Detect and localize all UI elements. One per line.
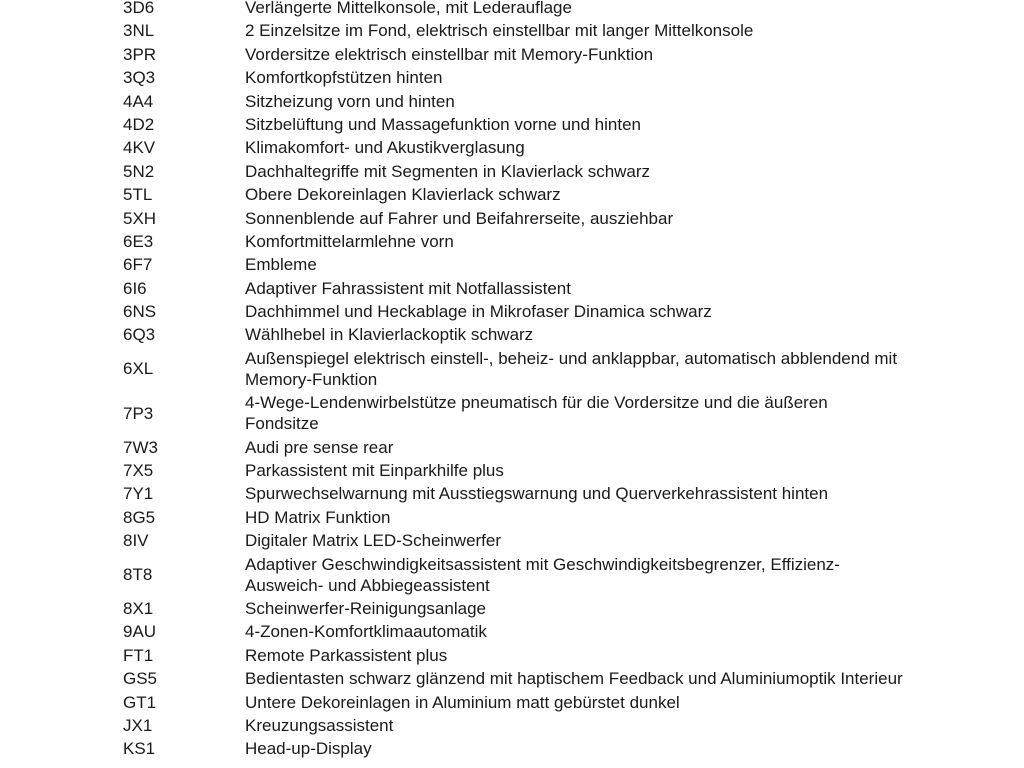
- option-description: Klimakomfort- und Akustikverglasung: [245, 138, 525, 158]
- option-code: KS1: [123, 739, 156, 759]
- option-description: Vordersitze elektrisch einstellbar mit Memory-Funktion: [245, 44, 654, 64]
- table-row: [123, 324, 1024, 345]
- option-code: 4A4: [123, 91, 154, 111]
- option-description: Parkassistent mit Einparkhilfe plus: [245, 461, 504, 481]
- option-description: Sonnenblende auf Fahrer und Beifahrerseite, ausziehbar: [245, 208, 674, 228]
- option-code: JX1: [123, 715, 153, 735]
- option-description: Außenspiegel elektrisch einstell-, beheiz- und anklappbar, automatisch abblendend mit Memory-Funktion: [245, 348, 898, 389]
- table-row: [123, 460, 1024, 481]
- option-description: Spurwechselwarnung mit Ausstiegswarnung und Querverkehrassistent hinten: [245, 484, 829, 504]
- option-code: 6XL: [123, 359, 154, 379]
- table-row: [123, 278, 1024, 299]
- table-row: [123, 668, 1024, 689]
- option-description: HD Matrix Funktion: [245, 507, 391, 527]
- option-code: 4KV: [123, 138, 156, 158]
- table-row: [123, 114, 1024, 135]
- option-code: 6Q3: [123, 325, 156, 345]
- table-row: [123, 348, 1024, 390]
- table-row: [123, 437, 1024, 458]
- table-row: [123, 161, 1024, 182]
- table-row: [123, 91, 1024, 112]
- option-code: 8G5: [123, 507, 156, 527]
- table-row: [123, 44, 1024, 65]
- option-description: Scheinwerfer-Reinigungsanlage: [245, 598, 486, 618]
- option-code: FT1: [123, 645, 154, 665]
- table-row: [123, 621, 1024, 642]
- option-description: 4-Zonen-Komfortklimaautomatik: [245, 622, 487, 642]
- table-row: [123, 254, 1024, 275]
- option-description: Sitzheizung vorn und hinten: [245, 91, 455, 111]
- option-code: GT1: [123, 692, 157, 712]
- table-row: [123, 20, 1024, 41]
- option-code: 5TL: [123, 185, 153, 205]
- table-row: [123, 554, 1024, 596]
- option-code: 4D2: [123, 114, 155, 134]
- option-description: Verlängerte Mittelkonsole, mit Lederauflage: [245, 0, 572, 17]
- option-code: 6F7: [123, 255, 153, 275]
- option-description: Audi pre sense rear: [245, 437, 394, 457]
- option-description: Adaptiver Fahrassistent mit Notfallassistent: [245, 278, 571, 298]
- option-description: Adaptiver Geschwindigkeitsassistent mit Geschwindigkeitsbegrenzer, Effizienz- Ausweich- und Abbiegeassistent: [245, 554, 840, 595]
- option-description: Untere Dekoreinlagen in Aluminium matt gebürstet dunkel: [245, 692, 680, 712]
- table-row: [123, 530, 1024, 551]
- option-description: Kreuzungsassistent: [245, 715, 394, 735]
- option-code: 7X5: [123, 461, 154, 481]
- table-row: [123, 738, 1024, 759]
- table-row: [123, 301, 1024, 322]
- option-code: 3Q3: [123, 68, 156, 88]
- table-row: [123, 507, 1024, 528]
- table-row: [123, 137, 1024, 158]
- option-description: Sitzbelüftung und Massagefunktion vorne und hinten: [245, 114, 641, 134]
- table-row: [123, 598, 1024, 619]
- option-description: Dachhimmel und Heckablage in Mikrofaser Dinamica schwarz: [245, 302, 712, 322]
- table-row: [123, 392, 1024, 434]
- option-description: Dachhaltegriffe mit Segmenten in Klavierlack schwarz: [245, 161, 651, 181]
- table-row: [123, 692, 1024, 713]
- option-code: 8T8: [123, 565, 153, 585]
- table-row: [123, 67, 1024, 88]
- option-description: Obere Dekoreinlagen Klavierlack schwarz: [245, 185, 561, 205]
- option-code: 5XH: [123, 208, 157, 228]
- table-row: [123, 231, 1024, 252]
- option-code: 3NL: [123, 21, 155, 41]
- option-description: Remote Parkassistent plus: [245, 645, 448, 665]
- table-row: [123, 208, 1024, 229]
- option-code: 7P3: [123, 403, 154, 423]
- option-code: 7W3: [123, 437, 158, 457]
- option-code: 6E3: [123, 231, 154, 251]
- option-description: Head-up-Display: [245, 739, 372, 759]
- table-row: [123, 0, 1024, 18]
- option-code: 7Y1: [123, 484, 154, 504]
- option-code: 3D6: [123, 0, 155, 17]
- option-description: Komfortkopfstützen hinten: [245, 68, 443, 88]
- table-row: [123, 184, 1024, 205]
- option-code: 5N2: [123, 161, 155, 181]
- option-description: Bedientasten schwarz glänzend mit haptischem Feedback und Aluminiumoptik Interieur: [245, 669, 903, 689]
- option-description: Komfortmittelarmlehne vorn: [245, 231, 454, 251]
- option-description: Embleme: [245, 255, 317, 275]
- option-code: 6NS: [123, 302, 157, 322]
- option-description: Digitaler Matrix LED-Scheinwerfer: [245, 531, 502, 551]
- option-description: Wählhebel in Klavierlackoptik schwarz: [245, 325, 534, 345]
- table-row: [123, 645, 1024, 666]
- option-code: GS5: [123, 669, 158, 689]
- option-description: 4-Wege-Lendenwirbelstütze pneumatisch für die Vordersitze und die äußeren Fondsitze: [245, 393, 828, 434]
- option-code: 8IV: [123, 531, 149, 551]
- option-description: 2 Einzelsitze im Fond, elektrisch einstellbar mit langer Mittelkonsole: [245, 21, 754, 41]
- option-code: 3PR: [123, 44, 157, 64]
- table-row: [123, 483, 1024, 504]
- option-code: 9AU: [123, 622, 157, 642]
- option-code: 6I6: [123, 278, 147, 298]
- table-row: [123, 715, 1024, 736]
- option-code: 8X1: [123, 598, 154, 618]
